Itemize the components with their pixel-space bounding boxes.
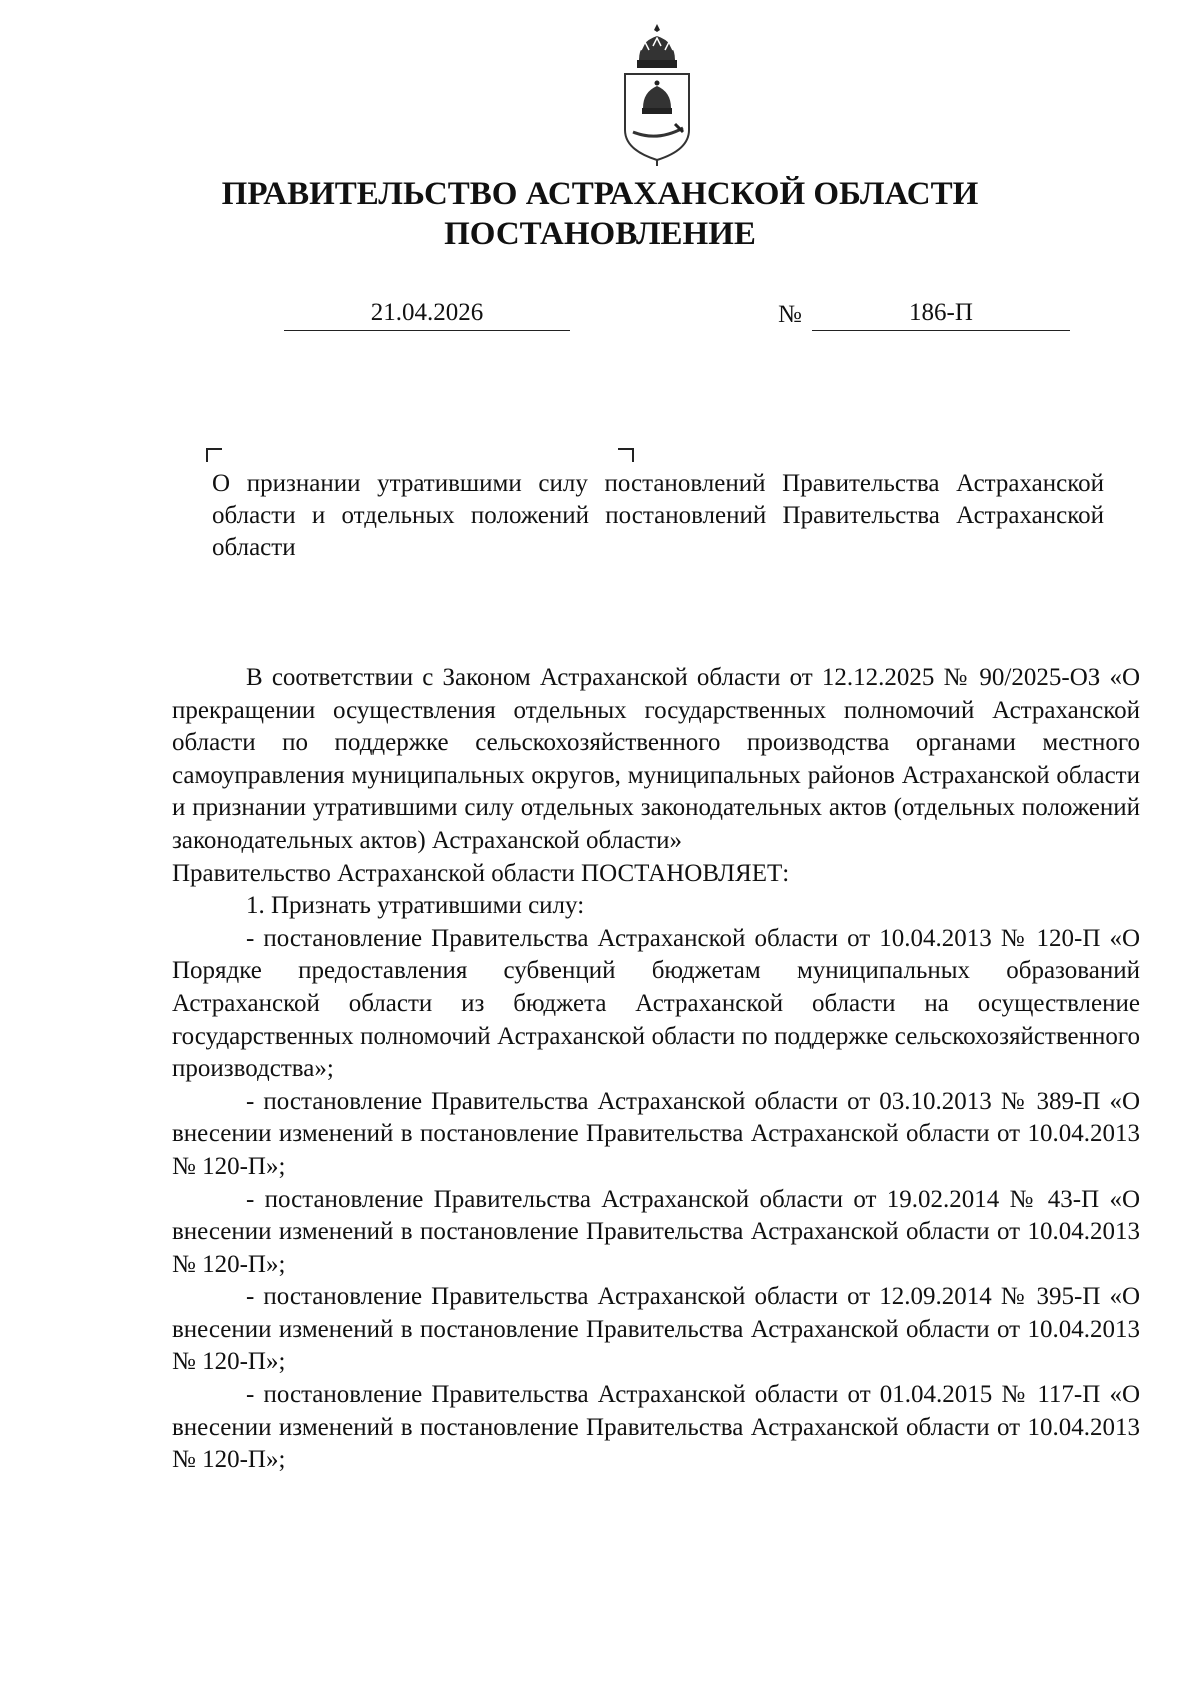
document-number: 186-П	[812, 298, 1070, 331]
org-name: ПРАВИТЕЛЬСТВО АСТРАХАНСКОЙ ОБЛАСТИ	[221, 176, 979, 212]
document-body	[172, 662, 1140, 1477]
document-date: 21.04.2026	[284, 298, 570, 331]
coat-of-arms-icon	[617, 20, 697, 168]
bracket-left-icon	[206, 448, 222, 462]
clause-1: 1. Признать утратившими силу:	[246, 892, 585, 920]
document-type: ПОСТАНОВЛЕНИЕ	[444, 216, 756, 252]
preamble-paragraph: В соответствии с Законом Астраханской области от 12.12.2025 № 90/2025-ОЗ «О прекращении осуществления отдельных государственных полномочий Астраханской области по поддержке сельскохозяйственного производства органами местного самоуправления муниципальных округов, муниципальных районов Астраханской области и признании утратившими силу отдельных законодательных актов (отдельных положений законодательных актов) Астраханской области»	[172, 664, 1140, 854]
list-item: - постановление Правительства Астраханской области от 10.04.2013 № 120-П «О Порядке предоставления субвенций бюджетам муниципальных образований Астраханской области из бюджета Астраханской области на осуществление государственных полномочий Астраханской области по поддержке сельскохозяйственного производства»;	[172, 924, 1140, 1083]
list-item: - постановление Правительства Астраханской области от 03.10.2013 № 389-П «О внесении изменений в постановление Правительства Астраханской области от 10.04.2013 № 120-П»;	[172, 1087, 1140, 1180]
number-sign: №	[778, 301, 802, 328]
bracket-right-icon	[618, 448, 634, 462]
decree-line: Правительство Астраханской области ПОСТАНОВЛЯЕТ:	[172, 859, 790, 887]
list-item: - постановление Правительства Астраханской области от 12.09.2014 № 395-П «О внесении изменений в постановление Правительства Астраханской области от 10.04.2013 № 120-П»;	[172, 1283, 1140, 1376]
document-header	[0, 174, 1200, 254]
list-item: - постановление Правительства Астраханской области от 01.04.2015 № 117-П «О внесении изменений в постановление Правительства Астраханской области от 10.04.2013 № 120-П»;	[172, 1381, 1140, 1474]
document-subject: О признании утратившими силу постановлений Правительства Астраханской области и отдельных положений постановлений Правительства Астраханской области	[212, 470, 1104, 561]
list-item: - постановление Правительства Астраханской области от 19.02.2014 № 43-П «О внесении изменений в постановление Правительства Астраханской области от 10.04.2013 № 120-П»;	[172, 1185, 1140, 1278]
